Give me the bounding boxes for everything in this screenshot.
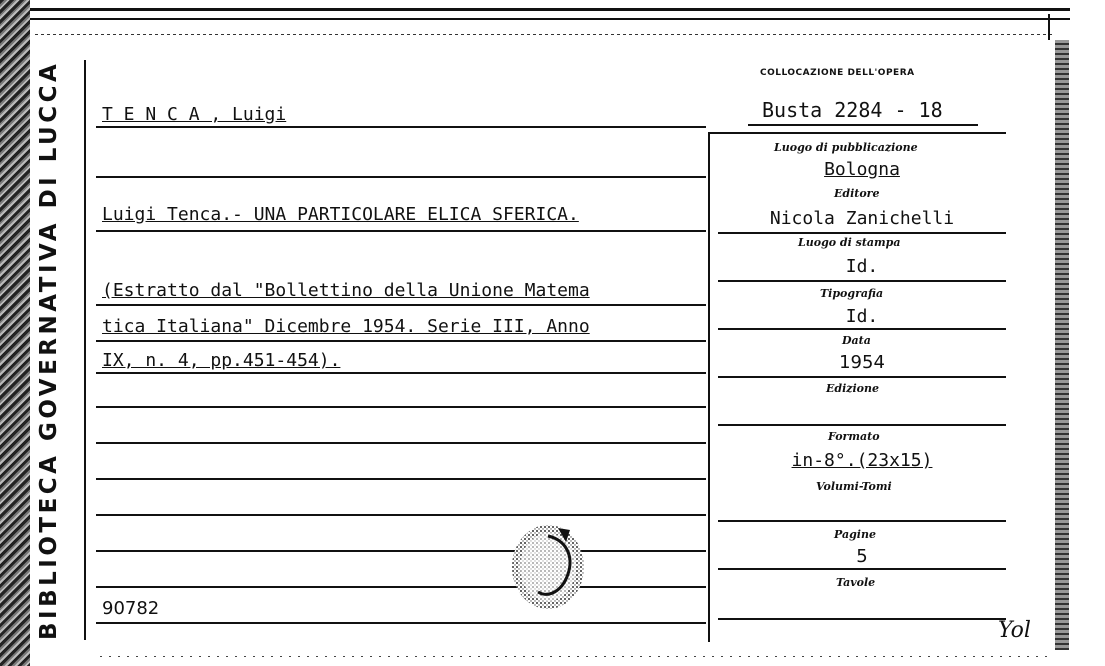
blank-rule-6 <box>96 550 706 552</box>
date-rule <box>718 376 1006 378</box>
right-border <box>1048 14 1050 40</box>
pages-value: 5 <box>856 546 868 567</box>
card-right-edge <box>1055 40 1069 650</box>
blank-rule-7 <box>96 586 706 588</box>
blank-rule-5 <box>96 514 706 516</box>
format-label: Formato <box>828 430 880 443</box>
inventory-rule <box>96 622 706 624</box>
place-label: Luogo di pubblicazione <box>774 141 918 154</box>
title-line: Luigi Tenca.- UNA PARTICOLARE ELICA SFERICA. <box>102 204 579 225</box>
extract-rule-3 <box>96 372 706 374</box>
author-heading: T E N C A , Luigi <box>102 104 287 125</box>
extract-line-2: tica Italiana" Dicembre 1954. Serie III, Anno <box>102 316 590 337</box>
format-value: in-8°.(23x15) <box>791 450 933 471</box>
details-box-left <box>708 132 710 642</box>
volumes-rule <box>718 520 1006 522</box>
title-rule <box>96 230 706 232</box>
plates-label: Tavole <box>836 576 876 589</box>
top-border <box>30 8 1070 11</box>
publisher-label: Editore <box>834 187 880 200</box>
print-place-rule <box>718 280 1006 282</box>
shelfmark-rule <box>748 124 978 126</box>
blank-rule-4 <box>96 478 706 480</box>
library-name: BIBLIOTECA GOVERNATIVA DI LUCCA <box>36 60 62 640</box>
pages-label: Pagine <box>834 528 876 541</box>
extract-line-3: IX, n. 4, pp.451-454). <box>102 350 341 371</box>
blank-rule-1 <box>96 176 706 178</box>
inventory-number: 90782 <box>102 598 160 619</box>
dotted-bottom-line <box>100 656 1050 657</box>
details-box-top <box>708 132 1006 134</box>
date-value: 1954 <box>839 352 885 373</box>
printer-value: Id. <box>845 306 879 327</box>
top-border-inner <box>30 18 1070 20</box>
volumes-label: Volumi-Tomi <box>816 480 892 493</box>
dotted-top-line <box>35 34 1055 35</box>
print-place-label: Luogo di stampa <box>798 236 901 249</box>
left-margin-rule <box>84 60 86 640</box>
place-value: Bologna <box>824 159 900 180</box>
edition-label: Edizione <box>826 382 880 395</box>
shelfmark: Busta 2284 - 18 <box>762 98 943 122</box>
collocation-header: COLLOCAZIONE DELL'OPERA <box>760 68 915 78</box>
library-stamp <box>508 522 588 612</box>
handwritten-note: Yol <box>998 618 1031 643</box>
card-spine-edge <box>0 0 30 666</box>
plates-rule <box>718 618 1006 620</box>
extract-rule-1 <box>96 304 706 306</box>
pages-rule <box>718 568 1006 570</box>
print-place-value: Id. <box>845 256 879 277</box>
extract-line-1: (Estratto dal "Bollettino della Unione Matema <box>102 280 590 301</box>
printer-rule <box>718 328 1006 330</box>
printer-label: Tipografia <box>820 287 884 300</box>
blank-rule-2 <box>96 406 706 408</box>
publisher-rule <box>718 232 1006 234</box>
author-rule <box>96 126 706 128</box>
publisher-value: Nicola Zanichelli <box>769 208 955 229</box>
date-label: Data <box>842 334 871 347</box>
edition-rule <box>718 424 1006 426</box>
extract-rule-2 <box>96 340 706 342</box>
blank-rule-3 <box>96 442 706 444</box>
